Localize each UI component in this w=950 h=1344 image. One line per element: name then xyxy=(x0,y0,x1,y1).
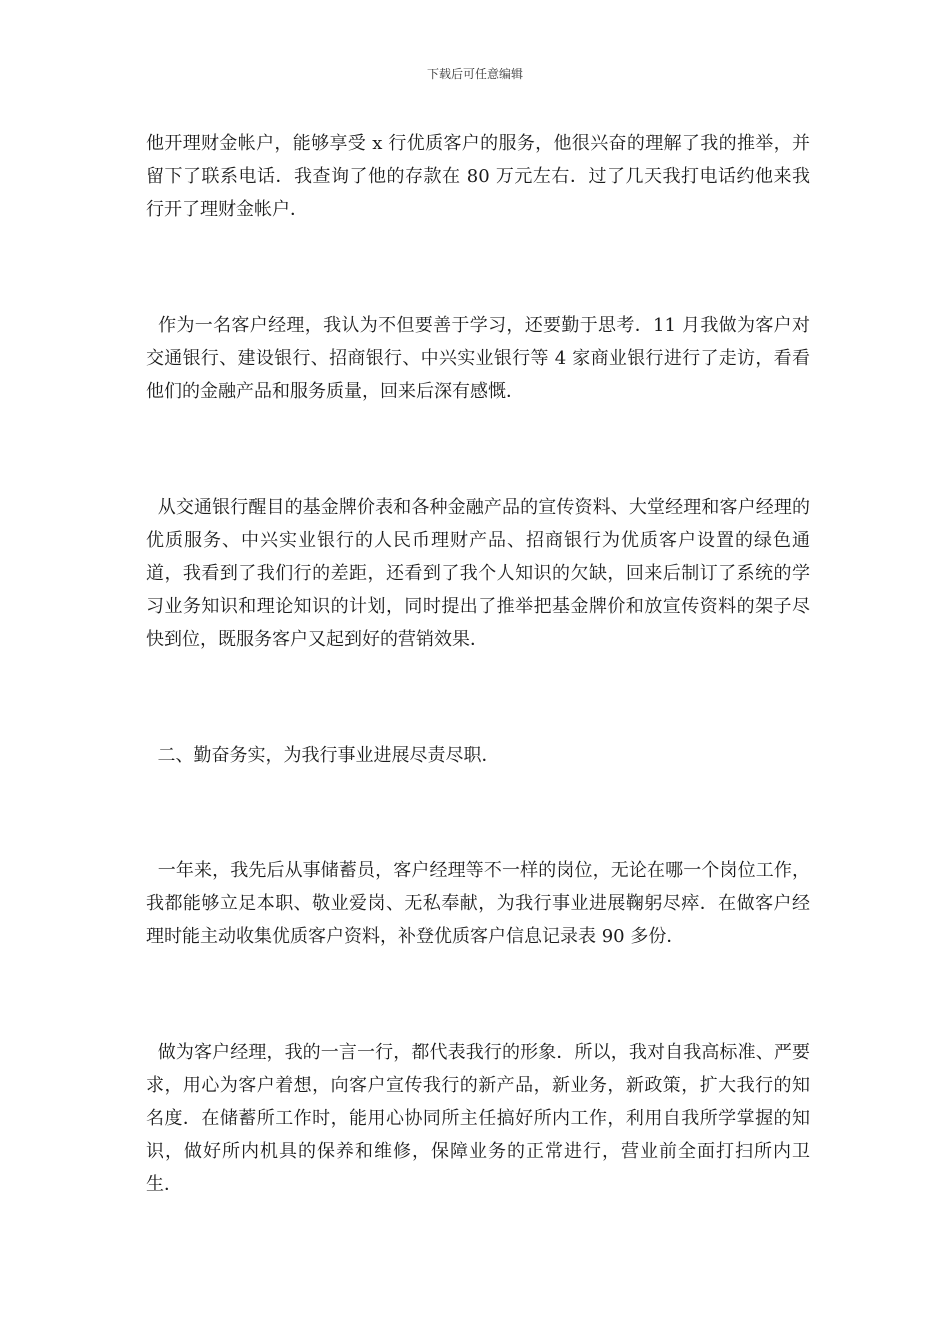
paragraph-gap xyxy=(146,408,810,491)
paragraph-gap xyxy=(146,953,810,1036)
paragraph-gap xyxy=(146,772,810,854)
paragraph-gap xyxy=(146,226,810,309)
page-header-note: 下载后可任意编辑 xyxy=(426,67,523,81)
paragraph-5: 做为客户经理，我的一言一行，都代表我行的形象．所以，我对自我高标准、严要求，用心为客户着想，向客户宣传我行的新产品，新业务，新政策，扩大我行的知名度．在储蓄所工作时，能用心协同所主任搞好所内工作，利用自我所学掌握的知识，做好所内机具的保养和维修，保障业务的正常进行，营业前全面打扫所内卫生． xyxy=(146,1042,811,1195)
paragraph-gap xyxy=(146,656,810,739)
paragraph-2: 作为一名客户经理，我认为不但要善于学习，还要勤于思考．11 月我做为客户对交通银行、建设银行、招商银行、中兴实业银行等 4 家商业银行进行了走访，看看他们的金融产品和服务质量，回来后深有感慨． xyxy=(146,315,810,402)
paragraph-3: 从交通银行醒目的基金牌价表和各种金融产品的宣传资料、大堂经理和客户经理的优质服务、中兴实业银行的人民币理财产品、招商银行为优质客户设置的绿色通道，我看到了我们行的差距，还看到了我个人知识的欠缺，回来后制订了系统的学习业务知识和理论知识的计划，同时提出了推举把基金牌价和放宣传资料的架子尽快到位，既服务客户又起到好的营销效果． xyxy=(146,497,811,650)
section-heading-2: 二、勤奋务实，为我行事业进展尽责尽职． xyxy=(146,745,500,766)
document-body xyxy=(146,127,810,1201)
paragraph-4: 一年来，我先后从事储蓄员，客户经理等不一样的岗位，无论在哪一个岗位工作，我都能够立足本职、敬业爱岗、无私奉献，为我行事业进展鞠躬尽瘁．在做客户经理时能主动收集优质客户资料，补登优质客户信息记录表 90 多份． xyxy=(146,860,811,947)
paragraph-1: 他开理财金帐户，能够享受 x 行优质客户的服务，他很兴奋的理解了我的推举，并留下了联系电话．我查询了他的存款在 80 万元左右．过了几天我打电话约他来我行开了理财金帐户． xyxy=(146,133,810,220)
